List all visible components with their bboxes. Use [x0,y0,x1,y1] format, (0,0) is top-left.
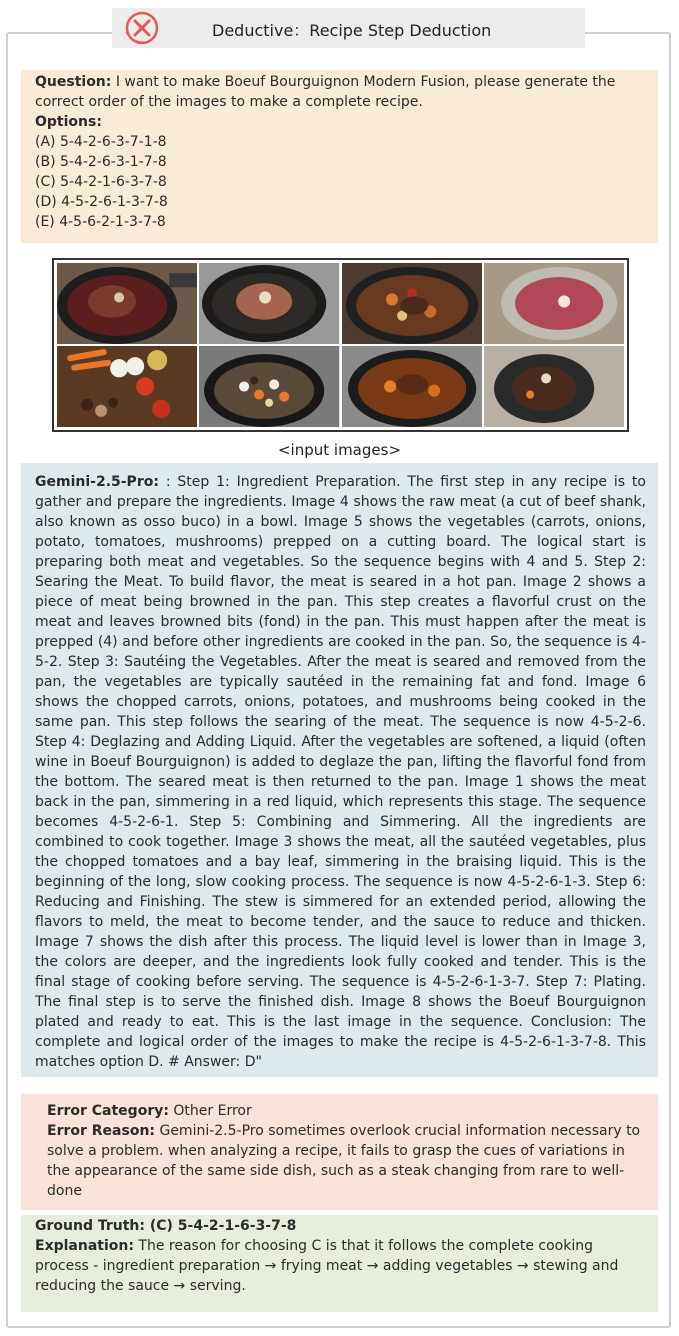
image-3-simmering-stew [342,263,482,344]
model-response-box [21,463,658,1077]
error-reason-label: Error Reason: [47,1123,156,1139]
page-title: Deductive：Recipe Step Deduction [212,21,492,40]
question-box [21,70,658,243]
ground-truth-label: Ground Truth: [35,1218,145,1234]
option-d: (D) 4-5-2-6-1-3-7-8 [35,194,168,210]
error-category: Other Error [168,1103,252,1119]
image-2-searing-meat [199,263,339,344]
option-b: (B) 5-4-2-6-3-1-7-8 [35,154,167,170]
explanation-text: The reason for choosing C is that it follows the complete cooking process - ingredient preparation → frying meat → adding vegetables → stewing and reducing the sauce → serving. [35,1238,619,1294]
ground-truth-value: (C) 5-4-2-1-6-3-7-8 [144,1218,297,1234]
question-text: I want to make Boeuf Bourguignon Modern Fusion, please generate the correct order of the images to make a complete recipe. [35,74,616,110]
ground-truth-box [21,1215,658,1312]
model-label: Gemini-2.5-Pro: [35,474,159,490]
wrong-icon [122,10,162,46]
image-6-sauteed-vegetables [199,346,339,427]
image-5-vegetables-board [57,346,197,427]
model-response-text: : Step 1: Ingredient Preparation. The first step in any recipe is to gather and prepare the ingredients. Image 4 shows the raw meat (a cut of beef shank, also known as osso buco) in a bowl. Image 5 shows the vegetables (carrots, onions, potato, tomatoes, mushrooms) prepped on a cutting board. The logical start is preparing both meat and vegetables. So the sequence begins with 4 and 5. Step 2: Searing the Meat. To build flavor, the meat is seared in a hot pan. Image 2 shows a piece of meat being browned in the pan. This step creates a flavorful crust on the meat and leaves browned bits (fond) in the pan. This must happen after the meat is prepped (4) and before other ingredients are cooked in the pan. So, the sequence is 4-5-2. Step 3: Sautéing the Vegetables. After the meat is seared and removed from the pan, the vegetables are typically sautéed in the remaining fat and fond. Image 6 shows the chopped carrots, onions, potatoes, and mushrooms being cooked in the same pan. This step follows the searing of the meat. The sequence is now 4-5-2-6. Step 4: Deglazing and Adding Liquid. After the vegetables are softened, a liquid (often wine in Boeuf Bourguignon) is added to deglaze the pan, lifting the flavorful fond from the bottom. The seared meat is then returned to the pan. Image 1 shows the meat back in the pan, simmering in a red liquid, which represents this stage. The sequence becomes 4-5-2-6-1. Step 5: Combining and Simmering. All the ingredients are combined to cook together. Image 3 shows the meat, all the sautéed vegetables, plus the chopped tomatoes and a bay leaf, simmering in the braising liquid. This is the beginning of the long, slow cooking process. The sequence is now 4-5-2-6-1-3. Step 6: Reducing and Finishing. The stew is simmered for an extended period, allowing the flavors to meld, the meat to become tender, and the sauce to reduce and thicken. Image 7 shows the dish after this process. The liquid level is lower than in Image 3, the colors are deeper, and the ingredients look fully cooked and tender. This is the final stage of cooking before serving. The sequence is 4-5-2-6-1-3-7. Step 7: Plating. The final step is to serve the finished dish. Image 8 shows the Boeuf Bourguignon plated and ready to eat. This is the last image in the sequence. Conclusion: The complete and logical order of the images to make the recipe is 4-5-2-6-1-3-7-8. This matches option D. # Answer: D" [35,474,646,1070]
input-images [52,258,629,432]
error-reason: Gemini-2.5-Pro sometimes overlook crucial information necessary to solve a problem. when analyzing a recipe, it fails to grasp the cues of variations in the appearance of the same side dish, such as a steak changing from rare to well-done [47,1123,641,1199]
option-c: (C) 5-4-2-1-6-3-7-8 [35,174,167,190]
option-a: (A) 5-4-2-6-3-7-1-8 [35,134,167,150]
question-label: Question: [35,74,112,90]
image-4-raw-meat-bowl [484,263,624,344]
image-7-reduced-stew [342,346,482,427]
options-label: Options: [35,114,102,130]
explanation-label: Explanation: [35,1238,134,1254]
option-e: (E) 4-5-6-2-1-3-7-8 [35,214,166,230]
error-box [21,1094,658,1210]
image-8-plated-dish [484,346,624,427]
images-caption: <input images> [277,441,402,459]
image-1-meat-in-sauce [57,263,197,344]
error-category-label: Error Category: [47,1103,169,1119]
title-bar [112,8,585,48]
